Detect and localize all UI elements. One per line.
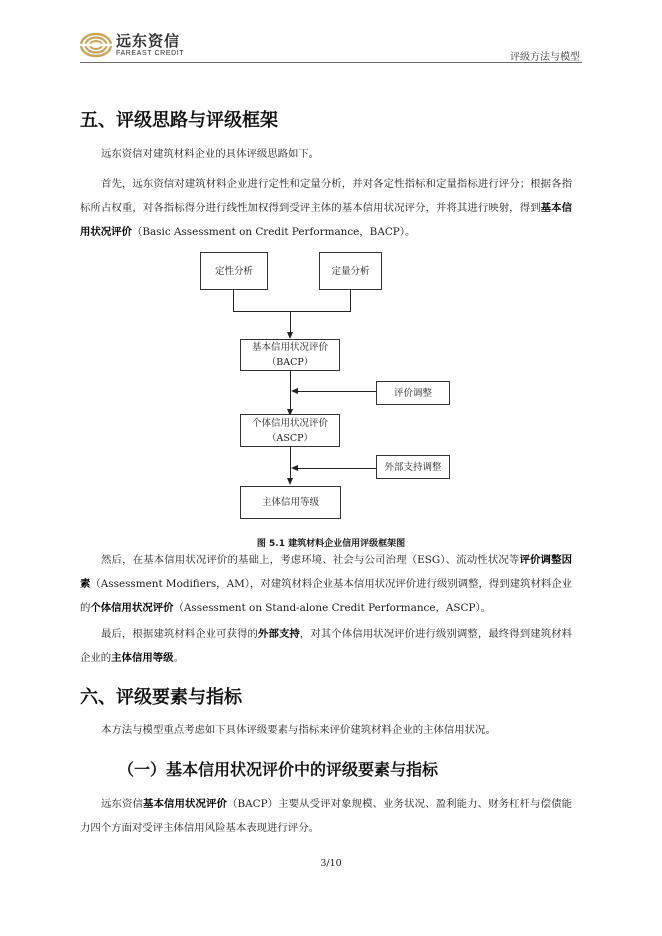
credit-rating-framework-diagram [190,248,460,520]
bold-term-external-support: 外部支持 [258,628,300,640]
connector [298,468,376,469]
section-5-heading: 五、评级思路与评级框架 [80,110,278,131]
connector [233,290,234,312]
header-divider [80,62,582,63]
figure-caption: 图 5.1 建筑材料企业信用评级框架图 [256,539,406,549]
node-ascp: 个体信用状况评价 （ASCP） [240,414,340,447]
bold-term-bacp: 基本信用状况评价 [80,202,573,238]
bold-term-bacp-2: 基本信用状况评价 [143,798,227,810]
node-external-support: 外部支持调整 [376,455,450,479]
section-5-paragraph-3: 然后，在基本信用状况评价的基础上，考虑环境、社会与公司治理（ESG）、流动性状况等评价调整因素（Assessment Modifiers，AM），对建筑材料企业基本信用状况评价进行级别调整，得到建筑材料企业的个体信用状况评价（Assessment on Stand-alone Credit Performance，ASCP）。 [80,554,573,614]
logo-chinese-name: 远东资信 [116,31,181,50]
logo-english-name: FAREAST CREDIT [116,49,185,57]
company-logo [80,29,184,61]
page-number: 3/10 [320,858,342,869]
bold-term-ascp: 个体信用状况评价 [90,602,174,614]
bold-term-issuer-rating: 主体信用等级 [111,652,174,664]
node-issuer-credit-rating: 主体信用等级 [240,486,341,519]
connector [350,290,351,312]
section-5-paragraph-1: 远东资信对建筑材料企业的具体评级思路如下。 [101,148,320,160]
section-6-heading: 六、评级要素与指标 [80,687,242,708]
bold-term-am: 评价调整因素 [80,554,573,590]
subsection-1-heading: （一）基本信用状况评价中的评级要素与指标 [118,760,439,779]
connector [298,391,376,392]
document-type-label: 评级方法与模型 [510,52,580,63]
arrow-down-icon [287,332,293,339]
arrow-left-icon [291,465,298,471]
node-qualitative-analysis: 定性分析 [200,252,268,290]
node-quantitative-analysis: 定量分析 [319,252,382,290]
node-bacp: 基本信用状况评价 （BACP） [240,339,340,371]
arrow-left-icon [291,388,298,394]
section-5-paragraph-4: 最后，根据建筑材料企业可获得的外部支持，对其个体信用状况评价进行级别调整，最终得到建筑材料企业的主体信用等级。 [80,628,573,664]
section-5-paragraph-2: 首先，远东资信对建筑材料企业进行定性和定量分析，并对各定性指标和定量指标进行评分；根据各指标所占权重，对各指标得分进行线性加权得到受评主体的基本信用状况评分，并将其进行映射，得到基本信用状况评价（Basic Assessment on Credit Performance，BACP）。 [80,178,573,238]
arrow-down-icon [287,478,293,485]
fareast-logo-icon [80,29,112,61]
connector [290,447,291,479]
section-6-paragraph-1: 本方法与模型重点考虑如下具体评级要素与指标来评价建筑材料企业的主体信用状况。 [101,724,496,736]
connector [290,311,291,333]
node-assessment-modifier: 评价调整 [376,381,450,405]
section-6-paragraph-2: 远东资信基本信用状况评价（BACP）主要从受评对象规模、业务状况、盈利能力、财务杠杆与偿债能力四个方面对受评主体信用风险基本表现进行评分。 [80,798,573,834]
connector [233,311,351,312]
